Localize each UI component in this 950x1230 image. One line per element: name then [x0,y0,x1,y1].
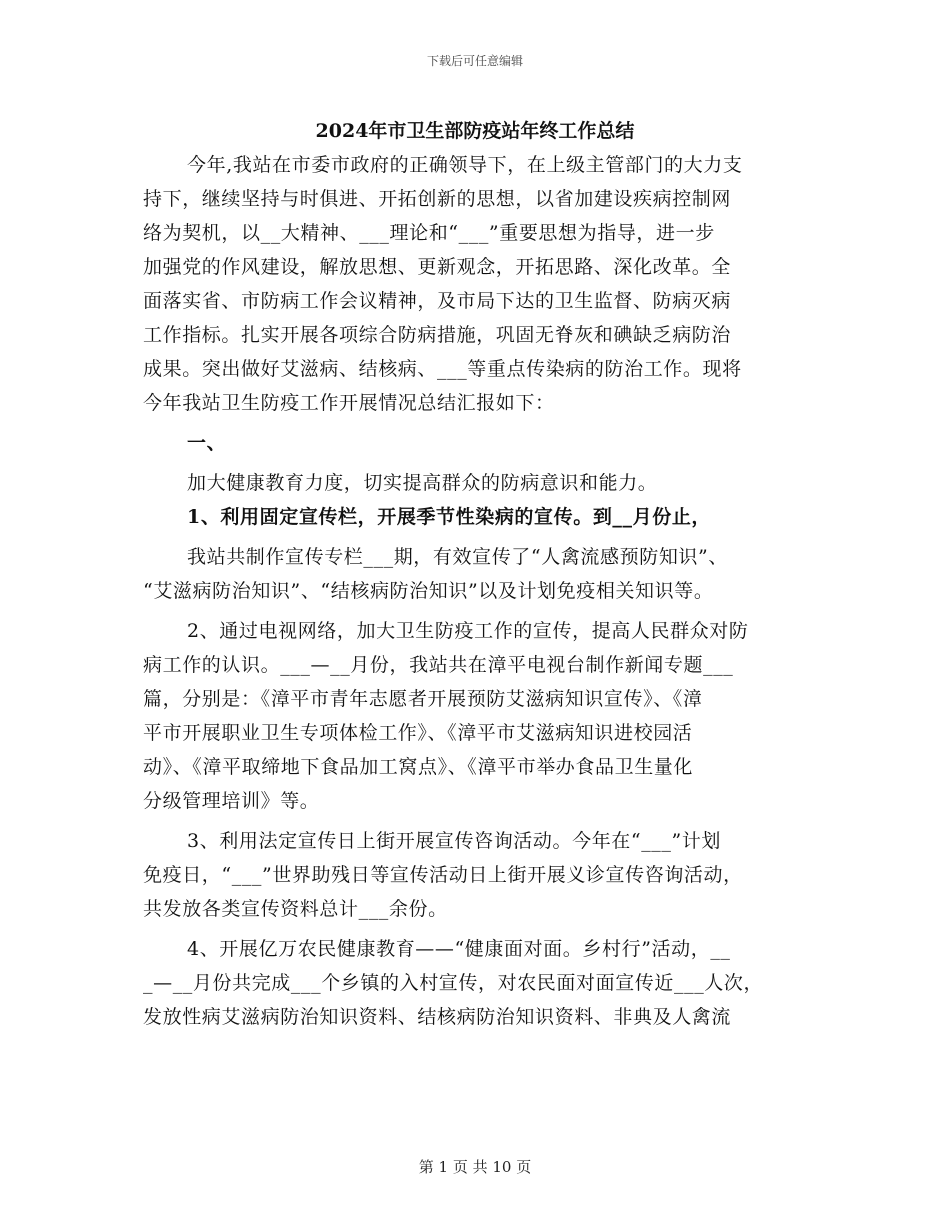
text-line: 工作指标。扎实开展各项综合防病措施，巩固无脊灰和碘缺乏病防治 [143,324,732,346]
document-body [143,148,808,1034]
text-line: 动》、《漳平取缔地下食品加工窝点》、《漳平市举办食品卫生量化 [143,756,694,778]
text-line: 4、开展亿万农民健康教育——“健康面对面。乡村行”活动，__ [187,938,731,960]
text-line: 2、通过电视网络，加大卫生防疫工作的宣传，提高人民群众对防 [187,620,749,642]
text-line: 加强党的作风建设，解放思想、更新观念，开拓思路、深化改革。全 [143,256,732,278]
text-line: 持下，继续坚持与时俱进、开拓创新的思想，以省加建设疾病控制网 [143,188,732,210]
text-line: 共发放各类宣传资料总计___余份。 [143,898,448,920]
text-line: 篇，分别是：《漳平市青年志愿者开展预防艾滋病知识宣传》、《漳 [143,688,703,710]
document-title: 2024年市卫生部防疫站年终工作总结 [315,120,635,142]
text-line: “艾滋病防治知识”、“结核病防治知识”以及计划免疫相关知识等。 [143,580,714,602]
text-line: 1、利用固定宣传栏，开展季节性染病的宣传。到__月份止， [187,506,712,528]
text-line: 3、利用法定宣传日上街开展宣传咨询活动。今年在“___”计划 [187,830,722,852]
text-line: 面落实省、市防病工作会议精神，及市局下达的卫生监督、防病灭病 [143,290,732,312]
text-line: 加大健康教育力度，切实提高群众的防病意识和能力。 [187,472,658,494]
text-line: 一、 [187,432,227,454]
text-line: 我站共制作宣传专栏___期，有效宣传了“人禽流感预防知识”、 [187,546,728,568]
text-line: 络为契机，以__大精神、___理论和“___”重要思想为指导，进一步 [143,222,715,244]
text-line: 成果。突出做好艾滋病、结核病、___等重点传染病的防治工作。现将 [143,358,742,380]
text-line: 分级管理培训》等。 [143,790,320,812]
text-line: 今年我站卫生防疫工作开展情况总结汇报如下： [143,392,555,414]
text-line: 病工作的认识。___—__月份，我站共在漳平电视台制作新闻专题___ [143,654,734,676]
text-line: 今年,我站在市委市政府的正确领导下，在上级主管部门的大力支 [187,154,743,176]
page-footer: 第 1 页 共 10 页 [418,1158,532,1176]
text-line: _—__月份共完成___个乡镇的入村宣传，对农民面对面宣传近___人次， [143,972,764,994]
text-line: 免疫日，“___”世界助残日等宣传活动日上街开展义诊宣传咨询活动， [143,864,743,886]
page-header-note: 下载后可任意编辑 [426,54,523,68]
text-line: 平市开展职业卫生专项体检工作》、《漳平市艾滋病知识进校园活 [143,722,693,744]
text-line: 发放性病艾滋病防治知识资料、结核病防治知识资料、非典及人禽流 [143,1006,732,1028]
